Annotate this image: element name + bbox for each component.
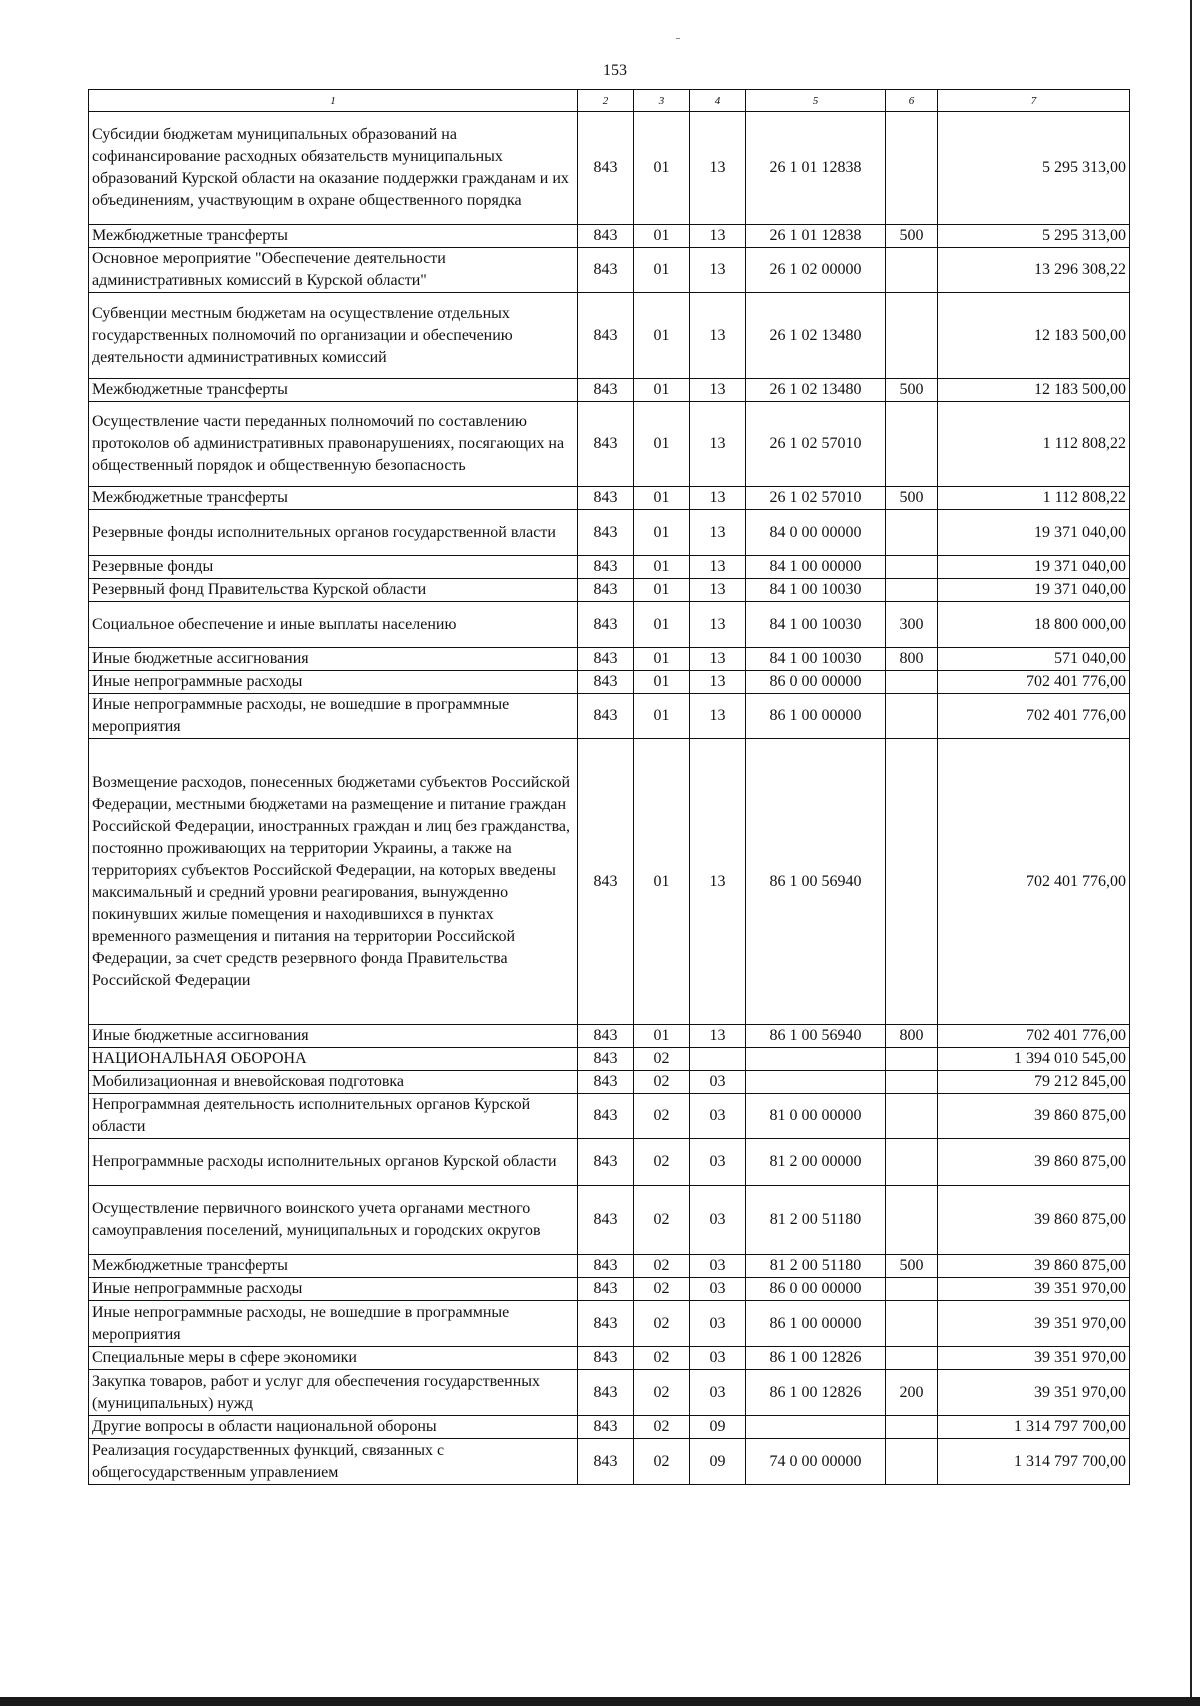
row-name: Другие вопросы в области национальной обороны: [89, 1416, 578, 1439]
row-code-4: 13: [690, 402, 746, 487]
row-code-5: 84 1 00 00000: [746, 556, 886, 579]
row-code-5: 84 1 00 10030: [746, 579, 886, 602]
row-code-5: 86 1 00 00000: [746, 694, 886, 739]
row-code-6: [886, 402, 938, 487]
row-code-6: [886, 248, 938, 293]
row-code-4: 03: [690, 1347, 746, 1370]
row-code-6: 500: [886, 1255, 938, 1278]
row-name: Основное мероприятие "Обеспечение деятельности административных комиссий в Курской области": [89, 248, 578, 293]
row-code-4: 13: [690, 510, 746, 556]
table-row: [89, 379, 1130, 402]
row-amount: 13 296 308,22: [938, 248, 1130, 293]
row-code-6: 500: [886, 225, 938, 248]
row-code-6: [886, 1048, 938, 1071]
row-code-2: 843: [578, 1048, 634, 1071]
row-code-3: 02: [634, 1439, 690, 1485]
row-name: Социальное обеспечение и иные выплаты населению: [89, 602, 578, 648]
table-row: [89, 1278, 1130, 1301]
row-code-6: 500: [886, 379, 938, 402]
row-amount: 1 314 797 700,00: [938, 1416, 1130, 1439]
row-name: Резервный фонд Правительства Курской области: [89, 579, 578, 602]
row-code-2: 843: [578, 1255, 634, 1278]
row-code-4: 13: [690, 556, 746, 579]
row-code-6: 300: [886, 602, 938, 648]
row-code-4: 13: [690, 225, 746, 248]
row-name: Субсидии бюджетам муниципальных образований на софинансирование расходных обязательств муниципальных образований Курской области на оказание поддержки гражданам и их объединениям, участвующим в охране общественного порядка: [89, 112, 578, 225]
row-code-3: 02: [634, 1186, 690, 1255]
row-code-5: 26 1 01 12838: [746, 112, 886, 225]
table-header-row: [89, 90, 1130, 112]
row-code-2: 843: [578, 1301, 634, 1347]
row-code-5: 81 2 00 51180: [746, 1255, 886, 1278]
row-code-4: 13: [690, 487, 746, 510]
row-code-5: 26 1 02 57010: [746, 402, 886, 487]
row-code-4: 13: [690, 648, 746, 671]
row-code-3: 01: [634, 487, 690, 510]
row-code-5: 26 1 02 00000: [746, 248, 886, 293]
row-amount: 5 295 313,00: [938, 112, 1130, 225]
row-code-2: 843: [578, 1094, 634, 1139]
column-header: 2: [578, 90, 634, 112]
row-code-2: 843: [578, 1370, 634, 1416]
row-code-2: 843: [578, 510, 634, 556]
row-name: Иные непрограммные расходы, не вошедшие в программные мероприятия: [89, 1301, 578, 1347]
row-amount: 79 212 845,00: [938, 1071, 1130, 1094]
row-code-2: 843: [578, 1278, 634, 1301]
row-code-6: [886, 1139, 938, 1186]
row-code-2: 843: [578, 694, 634, 739]
row-code-3: 01: [634, 739, 690, 1025]
row-code-2: 843: [578, 556, 634, 579]
row-code-2: 843: [578, 602, 634, 648]
row-code-3: 01: [634, 402, 690, 487]
row-amount: 12 183 500,00: [938, 379, 1130, 402]
row-code-6: [886, 694, 938, 739]
row-name: Межбюджетные трансферты: [89, 225, 578, 248]
row-code-6: [886, 1186, 938, 1255]
row-code-2: 843: [578, 1439, 634, 1485]
row-code-5: 26 1 02 13480: [746, 293, 886, 379]
row-amount: 1 394 010 545,00: [938, 1048, 1130, 1071]
row-amount: 39 860 875,00: [938, 1094, 1130, 1139]
row-name: Реализация государственных функций, связанных с общегосударственным управлением: [89, 1439, 578, 1485]
row-code-6: [886, 1416, 938, 1439]
column-header: 4: [690, 90, 746, 112]
row-code-5: 86 1 00 56940: [746, 739, 886, 1025]
row-code-4: 03: [690, 1255, 746, 1278]
table-row: [89, 1186, 1130, 1255]
row-code-3: 01: [634, 112, 690, 225]
table-row: [89, 648, 1130, 671]
row-code-5: [746, 1048, 886, 1071]
row-name: Межбюджетные трансферты: [89, 487, 578, 510]
table-row: [89, 1094, 1130, 1139]
table-row: [89, 1301, 1130, 1347]
row-code-6: [886, 739, 938, 1025]
column-header: 1: [89, 90, 578, 112]
row-code-2: 843: [578, 1186, 634, 1255]
row-code-2: 843: [578, 671, 634, 694]
column-header: 7: [938, 90, 1130, 112]
row-name: Межбюджетные трансферты: [89, 1255, 578, 1278]
row-code-3: 01: [634, 248, 690, 293]
row-amount: 39 351 970,00: [938, 1301, 1130, 1347]
row-code-2: 843: [578, 648, 634, 671]
row-amount: 19 371 040,00: [938, 556, 1130, 579]
table-row: [89, 1416, 1130, 1439]
table-row: [89, 112, 1130, 225]
table-row: [89, 1370, 1130, 1416]
row-amount: 1 112 808,22: [938, 402, 1130, 487]
table-row: [89, 739, 1130, 1025]
row-name: Возмещение расходов, понесенных бюджетами субъектов Российской Федерации, местными бюджетами на размещение и питание граждан Российской Федерации, иностранных граждан и лиц без гражданства, постоянно проживающих на территории Украины, а также на территориях субъектов Российской Федерации, на которых введены максимальный и средний уровни реагирования, вынужденно покинувших жилые помещения и находившихся в пунктах временного размещения и питания на территории Российской Федерации, за счет средств резервного фонда Правительства Российской Федерации: [89, 739, 578, 1025]
row-name: Специальные меры в сфере экономики: [89, 1347, 578, 1370]
row-code-2: 843: [578, 739, 634, 1025]
row-amount: 39 351 970,00: [938, 1370, 1130, 1416]
table-row: [89, 579, 1130, 602]
row-code-5: 86 1 00 12826: [746, 1347, 886, 1370]
row-name: Иные непрограммные расходы, не вошедшие в программные мероприятия: [89, 694, 578, 739]
row-name: Непрограммные расходы исполнительных органов Курской области: [89, 1139, 578, 1186]
row-code-6: [886, 112, 938, 225]
row-amount: 1 112 808,22: [938, 487, 1130, 510]
row-code-4: 09: [690, 1416, 746, 1439]
row-code-6: [886, 1278, 938, 1301]
row-name: Иные непрограммные расходы: [89, 671, 578, 694]
row-code-3: 01: [634, 648, 690, 671]
row-code-3: 01: [634, 694, 690, 739]
row-amount: 19 371 040,00: [938, 510, 1130, 556]
row-code-4: 03: [690, 1370, 746, 1416]
row-code-3: 01: [634, 379, 690, 402]
column-header: 3: [634, 90, 690, 112]
row-name: Резервные фонды: [89, 556, 578, 579]
row-code-4: 03: [690, 1301, 746, 1347]
row-code-6: [886, 1071, 938, 1094]
row-code-3: 02: [634, 1416, 690, 1439]
row-name: Осуществление первичного воинского учета органами местного самоуправления поселений, муниципальных и городских округов: [89, 1186, 578, 1255]
row-code-4: 03: [690, 1139, 746, 1186]
row-name: Межбюджетные трансферты: [89, 379, 578, 402]
row-code-6: [886, 671, 938, 694]
row-code-5: 26 1 02 57010: [746, 487, 886, 510]
row-code-4: 13: [690, 671, 746, 694]
row-code-2: 843: [578, 1071, 634, 1094]
row-amount: 702 401 776,00: [938, 694, 1130, 739]
row-code-3: 02: [634, 1139, 690, 1186]
row-code-6: 200: [886, 1370, 938, 1416]
row-code-4: 03: [690, 1071, 746, 1094]
row-code-3: 01: [634, 1025, 690, 1048]
row-code-4: 13: [690, 293, 746, 379]
row-amount: 19 371 040,00: [938, 579, 1130, 602]
row-amount: 39 351 970,00: [938, 1278, 1130, 1301]
row-code-3: 01: [634, 293, 690, 379]
row-name: Субвенции местным бюджетам на осуществление отдельных государственных полномочий по организации и обеспечению деятельности административных комиссий: [89, 293, 578, 379]
budget-table: [88, 89, 1130, 1485]
row-code-3: 01: [634, 579, 690, 602]
row-code-6: 800: [886, 1025, 938, 1048]
row-code-5: 26 1 02 13480: [746, 379, 886, 402]
row-amount: 702 401 776,00: [938, 739, 1130, 1025]
row-code-2: 843: [578, 1025, 634, 1048]
row-code-4: [690, 1048, 746, 1071]
row-code-2: 843: [578, 487, 634, 510]
row-code-4: 03: [690, 1186, 746, 1255]
row-code-3: 02: [634, 1347, 690, 1370]
table-row: [89, 1139, 1130, 1186]
table-row: [89, 402, 1130, 487]
row-code-4: 09: [690, 1439, 746, 1485]
row-code-6: 500: [886, 487, 938, 510]
row-code-2: 843: [578, 579, 634, 602]
row-code-5: 84 1 00 10030: [746, 602, 886, 648]
row-code-2: 843: [578, 402, 634, 487]
row-code-6: 800: [886, 648, 938, 671]
table-row: [89, 556, 1130, 579]
row-code-5: 86 0 00 00000: [746, 1278, 886, 1301]
row-amount: 5 295 313,00: [938, 225, 1130, 248]
row-code-5: 74 0 00 00000: [746, 1439, 886, 1485]
page-number: 153: [603, 62, 627, 79]
table-row: [89, 1071, 1130, 1094]
row-name: Осуществление части переданных полномочий по составлению протоколов об административных правонарушениях, посягающих на общественный порядок и общественную безопасность: [89, 402, 578, 487]
row-code-4: 13: [690, 739, 746, 1025]
row-code-5: 84 1 00 10030: [746, 648, 886, 671]
row-amount: 702 401 776,00: [938, 671, 1130, 694]
row-name: НАЦИОНАЛЬНАЯ ОБОРОНА: [89, 1048, 578, 1071]
row-code-2: 843: [578, 1347, 634, 1370]
row-code-6: [886, 556, 938, 579]
row-amount: 39 860 875,00: [938, 1255, 1130, 1278]
row-code-6: [886, 1094, 938, 1139]
row-amount: 1 314 797 700,00: [938, 1439, 1130, 1485]
row-code-2: 843: [578, 379, 634, 402]
row-name: Иные бюджетные ассигнования: [89, 648, 578, 671]
row-amount: 571 040,00: [938, 648, 1130, 671]
row-code-5: 86 1 00 56940: [746, 1025, 886, 1048]
table-row: [89, 1048, 1130, 1071]
table-row: [89, 293, 1130, 379]
row-code-6: [886, 510, 938, 556]
row-code-5: [746, 1071, 886, 1094]
row-code-6: [886, 579, 938, 602]
table-row: [89, 671, 1130, 694]
row-code-6: [886, 1301, 938, 1347]
row-code-4: 13: [690, 579, 746, 602]
row-code-5: 84 0 00 00000: [746, 510, 886, 556]
row-code-4: 13: [690, 1025, 746, 1048]
row-code-3: 01: [634, 556, 690, 579]
column-header: 5: [746, 90, 886, 112]
row-code-4: 03: [690, 1278, 746, 1301]
row-code-3: 01: [634, 671, 690, 694]
row-code-6: [886, 293, 938, 379]
row-code-3: 02: [634, 1071, 690, 1094]
row-code-3: 01: [634, 225, 690, 248]
row-code-5: 81 2 00 00000: [746, 1139, 886, 1186]
row-code-4: 03: [690, 1094, 746, 1139]
row-code-5: [746, 1416, 886, 1439]
row-name: Иные непрограммные расходы: [89, 1278, 578, 1301]
scan-edge-line: [1190, 0, 1192, 1706]
row-code-2: 843: [578, 248, 634, 293]
table-row: [89, 225, 1130, 248]
table-row: [89, 694, 1130, 739]
row-code-2: 843: [578, 1416, 634, 1439]
table-row: [89, 1255, 1130, 1278]
scan-bottom-band: [0, 1697, 1200, 1706]
row-code-6: [886, 1439, 938, 1485]
row-code-3: 02: [634, 1370, 690, 1416]
row-code-4: 13: [690, 248, 746, 293]
row-code-2: 843: [578, 112, 634, 225]
table-row: [89, 1439, 1130, 1485]
row-amount: 39 860 875,00: [938, 1139, 1130, 1186]
table-row: [89, 510, 1130, 556]
row-code-5: 86 1 00 12826: [746, 1370, 886, 1416]
row-code-4: 13: [690, 112, 746, 225]
row-code-2: 843: [578, 225, 634, 248]
row-code-5: 81 2 00 51180: [746, 1186, 886, 1255]
row-name: Резервные фонды исполнительных органов государственной власти: [89, 510, 578, 556]
column-header: 6: [886, 90, 938, 112]
row-name: Мобилизационная и вневойсковая подготовка: [89, 1071, 578, 1094]
row-amount: 18 800 000,00: [938, 602, 1130, 648]
row-code-3: 01: [634, 602, 690, 648]
table-row: [89, 1025, 1130, 1048]
row-amount: 702 401 776,00: [938, 1025, 1130, 1048]
row-name: Непрограммная деятельность исполнительных органов Курской области: [89, 1094, 578, 1139]
table-row: [89, 1347, 1130, 1370]
table-row: [89, 602, 1130, 648]
row-code-2: 843: [578, 293, 634, 379]
scan-speck: [676, 38, 680, 39]
row-code-3: 02: [634, 1301, 690, 1347]
row-name: Закупка товаров, работ и услуг для обеспечения государственных (муниципальных) нужд: [89, 1370, 578, 1416]
row-code-5: 86 0 00 00000: [746, 671, 886, 694]
row-amount: 39 860 875,00: [938, 1186, 1130, 1255]
row-code-4: 13: [690, 694, 746, 739]
row-code-4: 13: [690, 602, 746, 648]
row-code-5: 81 0 00 00000: [746, 1094, 886, 1139]
row-code-5: 86 1 00 00000: [746, 1301, 886, 1347]
row-code-3: 02: [634, 1278, 690, 1301]
row-amount: 12 183 500,00: [938, 293, 1130, 379]
row-code-3: 02: [634, 1255, 690, 1278]
row-name: Иные бюджетные ассигнования: [89, 1025, 578, 1048]
row-code-2: 843: [578, 1139, 634, 1186]
table-row: [89, 248, 1130, 293]
row-code-4: 13: [690, 379, 746, 402]
row-code-3: 02: [634, 1048, 690, 1071]
row-amount: 39 351 970,00: [938, 1347, 1130, 1370]
row-code-3: 02: [634, 1094, 690, 1139]
table-body: [89, 112, 1130, 1485]
table-row: [89, 487, 1130, 510]
row-code-5: 26 1 01 12838: [746, 225, 886, 248]
row-code-6: [886, 1347, 938, 1370]
row-code-3: 01: [634, 510, 690, 556]
